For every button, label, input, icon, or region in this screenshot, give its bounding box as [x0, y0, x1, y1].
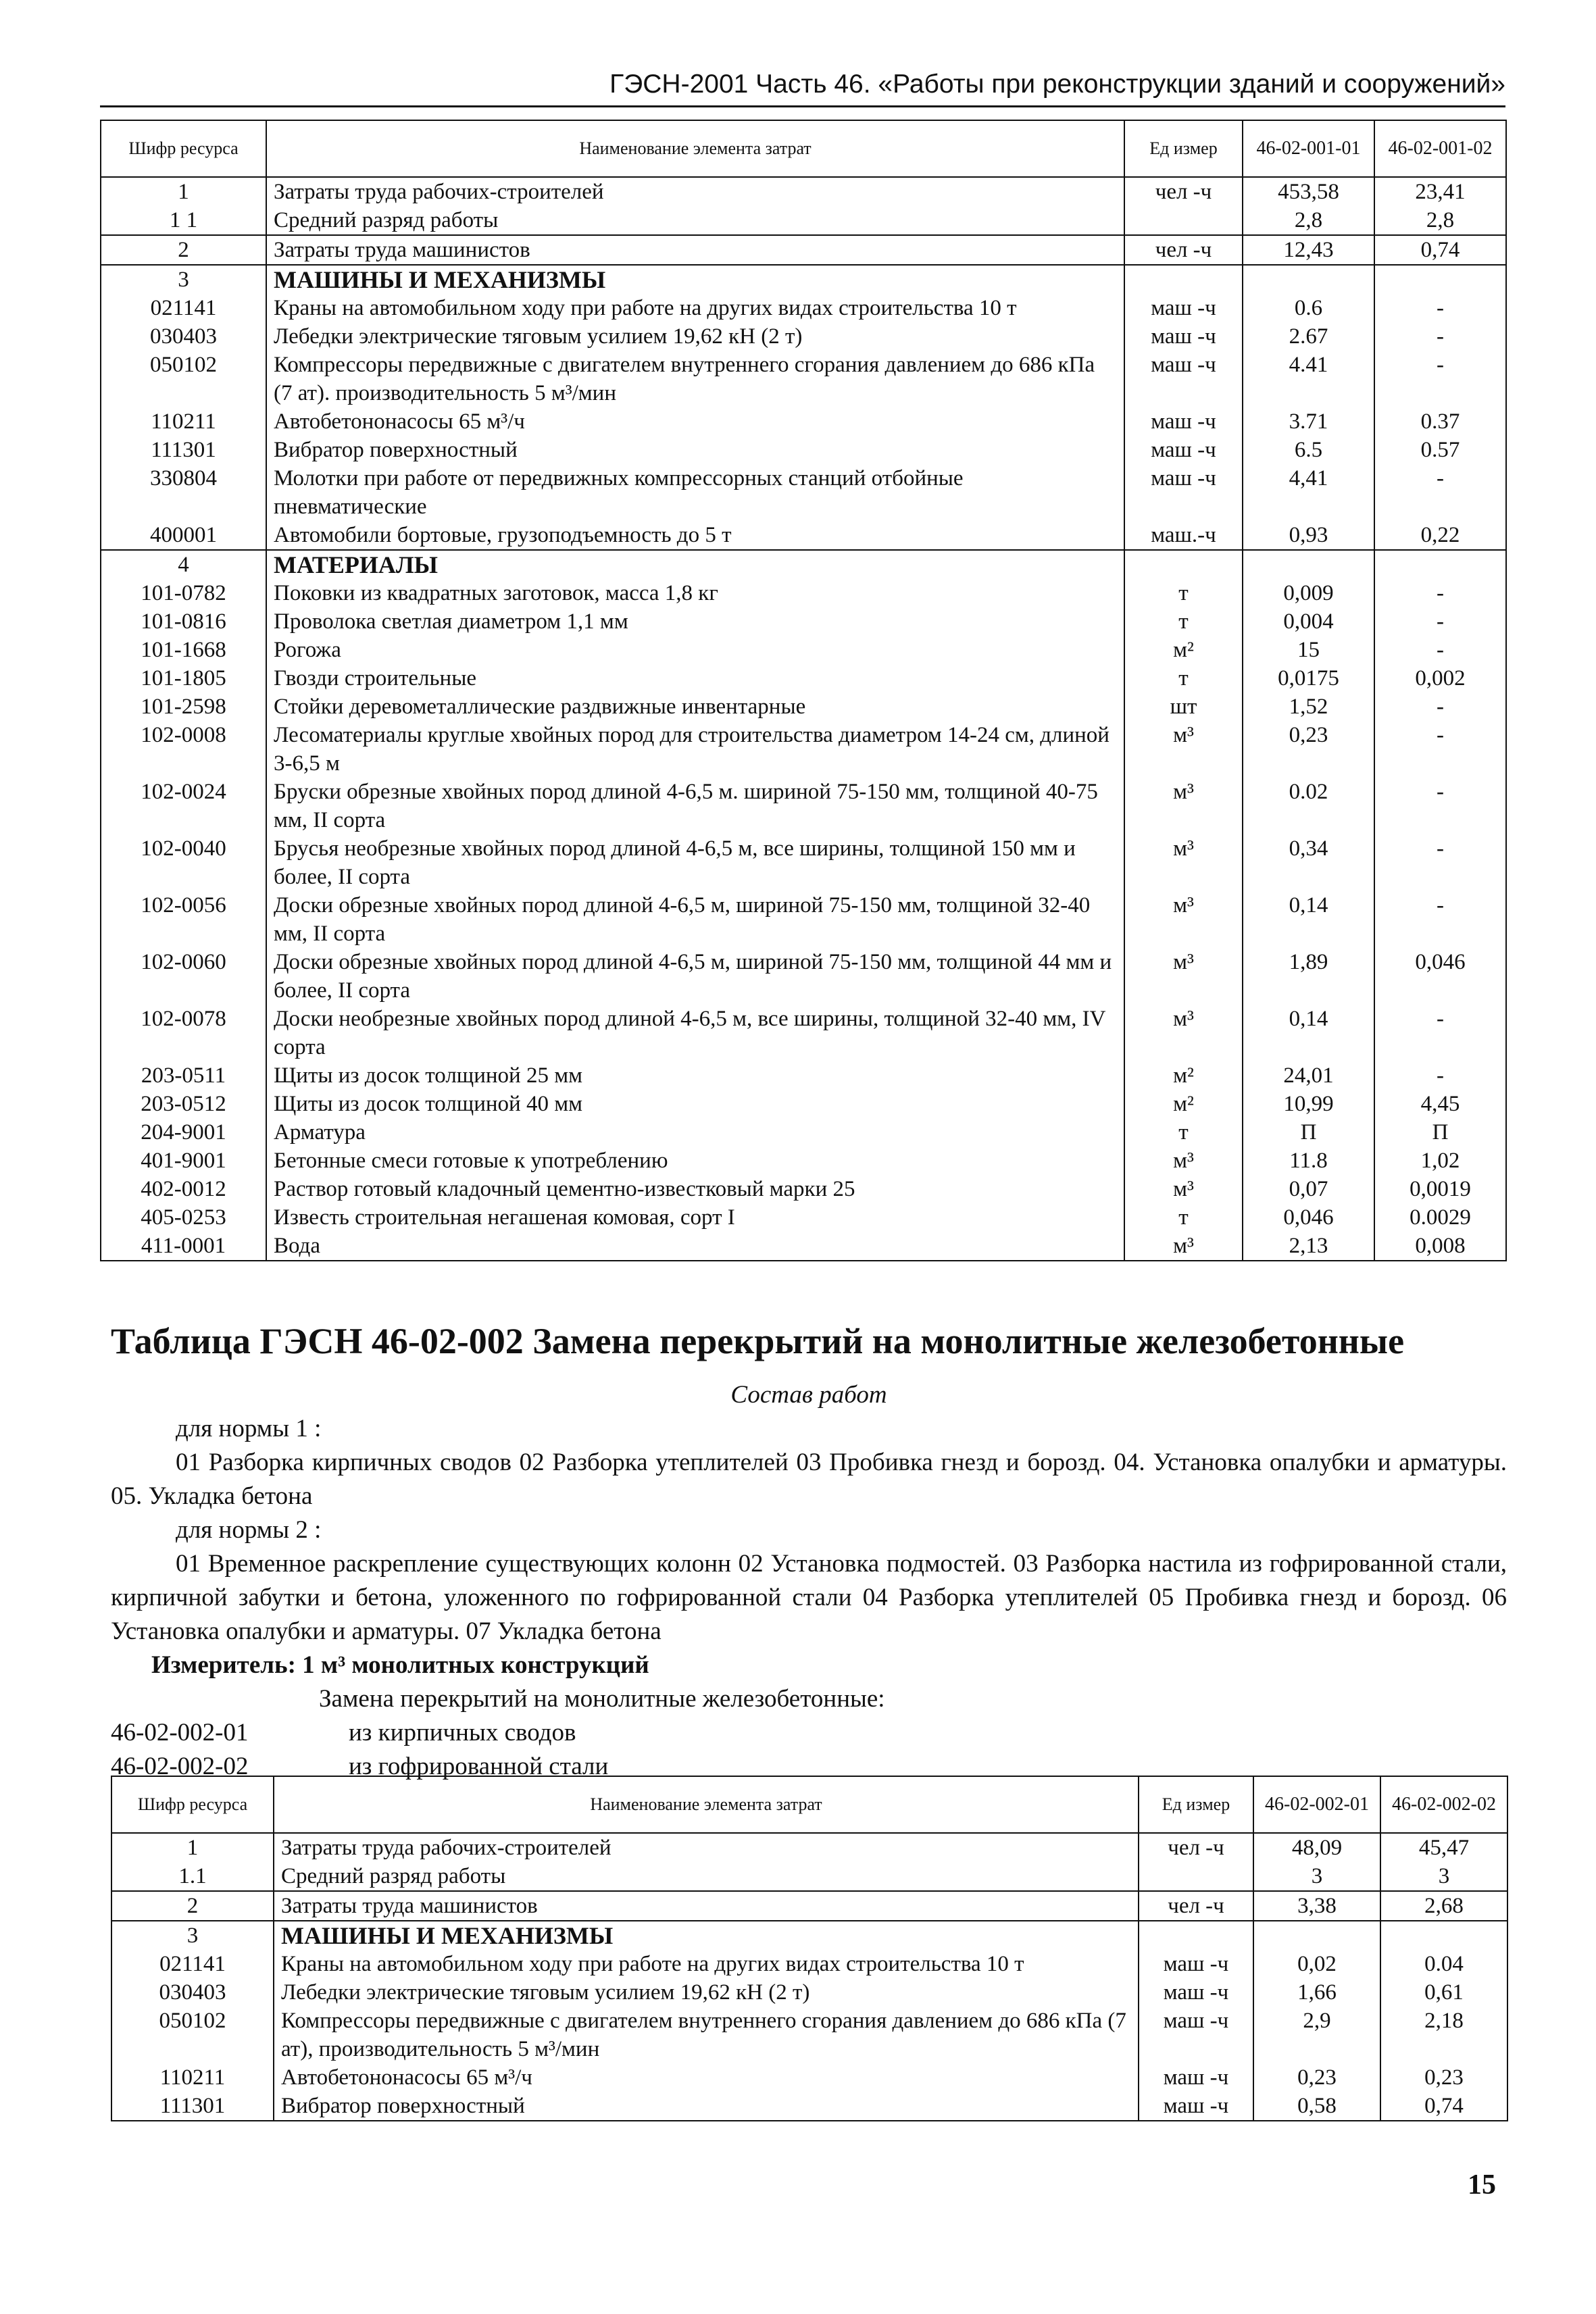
- cell-value-2: -: [1374, 322, 1506, 351]
- cell-name: Средний разряд работы: [274, 1862, 1139, 1891]
- header-name: Наименование элемента затрат: [274, 1776, 1139, 1833]
- cell-name: Вибратор поверхностный: [274, 2092, 1139, 2121]
- table-row: [101, 294, 1506, 322]
- cell-code: 102-0008: [101, 721, 266, 778]
- cell-value-1: 0,14: [1243, 1005, 1374, 1061]
- cell-code: 1.1: [111, 1862, 274, 1891]
- cell-value-2: 0.37: [1374, 407, 1506, 436]
- header-name: Наименование элемента затрат: [266, 120, 1124, 177]
- cell-value-2: [1374, 265, 1506, 294]
- cell-value-1: 0,009: [1243, 579, 1374, 607]
- table-row: [101, 1118, 1506, 1147]
- cell-value-2: 0,74: [1380, 2092, 1507, 2121]
- cell-unit: м³: [1124, 1175, 1243, 1203]
- cell-unit: чел -ч: [1124, 177, 1243, 206]
- cell-code: 102-0056: [101, 891, 266, 948]
- cell-value-2: -: [1374, 294, 1506, 322]
- cell-value-1: 2,8: [1243, 206, 1374, 235]
- cell-value-1: 2,9: [1253, 2007, 1380, 2063]
- cell-name: Затраты труда рабочих-строителей: [266, 177, 1124, 206]
- cell-code: 1: [101, 177, 266, 206]
- cell-value-1: 0,34: [1243, 834, 1374, 891]
- variant-code: 46-02-002-01: [111, 1719, 249, 1746]
- cell-code: 030403: [111, 1978, 274, 2007]
- header-code: Шифр ресурса: [101, 120, 266, 177]
- cell-value-2: 2,18: [1380, 2007, 1507, 2063]
- page-header-text: ГЭСН-2001 Часть 46. «Работы при реконструкции зданий и сооружений»: [609, 70, 1505, 99]
- cell-unit: маш -ч: [1139, 1950, 1253, 1978]
- cell-value-2: 0.57: [1374, 436, 1506, 464]
- cell-name: Автобетононасосы 65 м³/ч: [274, 2063, 1139, 2092]
- cell-unit: маш -ч: [1139, 1978, 1253, 2007]
- table-row: [101, 464, 1506, 521]
- cell-code: 1: [111, 1833, 274, 1862]
- cell-unit: м³: [1124, 778, 1243, 834]
- section-title: Таблица ГЭСН 46-02-002 Замена перекрытий на монолитные железобетонные: [111, 1321, 1405, 1361]
- cell-code: 1 1: [101, 206, 266, 235]
- cell-value-1: 2,13: [1243, 1232, 1374, 1261]
- cell-code: 021141: [101, 294, 266, 322]
- cell-unit: м³: [1124, 721, 1243, 778]
- cell-name: Гвозди строительные: [266, 664, 1124, 693]
- table-row: [101, 664, 1506, 693]
- cell-value-1: 0,93: [1243, 521, 1374, 550]
- cell-code: 3: [101, 265, 266, 294]
- cell-name: Лесоматериалы круглые хвойных пород для строительства диаметром 14-24 см, длиной 3-6,5 м: [266, 721, 1124, 778]
- cell-name: Краны на автомобильном ходу при работе на других видах строительства 10 т: [274, 1950, 1139, 1978]
- norm1-text: 01 Разборка кирпичных сводов 02 Разборка утеплителей 03 Пробивка гнезд и борозд. 04. Установка опалубки и арматуры. 05. Укладка бетона: [111, 1449, 1507, 1510]
- cell-name: Затраты труда рабочих-строителей: [274, 1833, 1139, 1862]
- cell-value-1: 0.6: [1243, 294, 1374, 322]
- cell-unit: маш -ч: [1124, 351, 1243, 407]
- cell-value-2: -: [1374, 721, 1506, 778]
- table-body: [111, 1833, 1507, 2121]
- cell-name: Средний разряд работы: [266, 206, 1124, 235]
- cell-name: Затраты труда машинистов: [266, 235, 1124, 265]
- cell-name: Краны на автомобильном ходу при работе на других видах строительства 10 т: [266, 294, 1124, 322]
- cell-code: 3: [111, 1921, 274, 1950]
- cell-value-2: -: [1374, 834, 1506, 891]
- table-row: [101, 721, 1506, 778]
- cell-value-1: [1243, 550, 1374, 579]
- cell-code: 411-0001: [101, 1232, 266, 1261]
- cell-unit: м²: [1124, 1061, 1243, 1090]
- cell-value-2: 0,046: [1374, 948, 1506, 1005]
- cell-code: 203-0511: [101, 1061, 266, 1090]
- cell-unit: маш -ч: [1124, 407, 1243, 436]
- cell-name: Поковки из квадратных заготовок, масса 1,8 кг: [266, 579, 1124, 607]
- cell-unit: т: [1124, 664, 1243, 693]
- cell-value-2: -: [1374, 351, 1506, 407]
- cell-name: Брусья необрезные хвойных пород длиной 4-6,5 м, все ширины, толщиной 150 мм и более, II сорта: [266, 834, 1124, 891]
- cell-name: Известь строительная негашеная комовая, сорт I: [266, 1203, 1124, 1232]
- cell-value-1: 0,14: [1243, 891, 1374, 948]
- cell-unit: [1124, 550, 1243, 579]
- cell-name: Рогожа: [266, 636, 1124, 664]
- table-row: [111, 1891, 1507, 1921]
- variant-text: из кирпичных сводов: [349, 1719, 576, 1746]
- table-row: [101, 579, 1506, 607]
- cell-value-1: 0,07: [1243, 1175, 1374, 1203]
- header-norm-2: 46-02-002-02: [1380, 1776, 1507, 1833]
- cell-code: 101-1805: [101, 664, 266, 693]
- table-row: [101, 322, 1506, 351]
- cell-value-1: 11.8: [1243, 1147, 1374, 1175]
- cell-value-1: 0,58: [1253, 2092, 1380, 2121]
- cell-value-1: 1,66: [1253, 1978, 1380, 2007]
- table-row: [101, 891, 1506, 948]
- table-row: [101, 206, 1506, 235]
- table-row: [101, 636, 1506, 664]
- cell-value-2: 2,8: [1374, 206, 1506, 235]
- cell-name: Доски необрезные хвойных пород длиной 4-6,5 м, все ширины, толщиной 32-40 мм, IV сорта: [266, 1005, 1124, 1061]
- cell-name: Бетонные смеси готовые к употреблению: [266, 1147, 1124, 1175]
- cell-code: 4: [101, 550, 266, 579]
- cell-value-2: 0,0019: [1374, 1175, 1506, 1203]
- cell-name: Щиты из досок толщиной 40 мм: [266, 1090, 1124, 1118]
- cell-name: МАШИНЫ И МЕХАНИЗМЫ: [266, 265, 1124, 294]
- cell-name: Автомобили бортовые, грузоподъемность до 5 т: [266, 521, 1124, 550]
- resource-table-46-02-001: [100, 120, 1507, 1261]
- header-norm-1: 46-02-002-01: [1253, 1776, 1380, 1833]
- header-unit: Ед измер: [1124, 120, 1243, 177]
- cell-value-1: [1253, 1921, 1380, 1950]
- cell-name: Арматура: [266, 1118, 1124, 1147]
- cell-value-1: 1,52: [1243, 693, 1374, 721]
- cell-value-2: -: [1374, 1061, 1506, 1090]
- cell-value-2: 0,61: [1380, 1978, 1507, 2007]
- cell-name: Автобетононасосы 65 м³/ч: [266, 407, 1124, 436]
- cell-name: Вибратор поверхностный: [266, 436, 1124, 464]
- cell-value-1: 15: [1243, 636, 1374, 664]
- cell-value-1: 0,23: [1253, 2063, 1380, 2092]
- cell-value-1: 2.67: [1243, 322, 1374, 351]
- cell-code: 102-0060: [101, 948, 266, 1005]
- cell-unit: [1124, 206, 1243, 235]
- cell-value-2: -: [1374, 636, 1506, 664]
- cell-value-1: 453,58: [1243, 177, 1374, 206]
- cell-value-1: 24,01: [1243, 1061, 1374, 1090]
- cell-unit: т: [1124, 1118, 1243, 1147]
- cell-code: 203-0512: [101, 1090, 266, 1118]
- cell-value-2: -: [1374, 693, 1506, 721]
- cell-unit: маш -ч: [1139, 2063, 1253, 2092]
- table-row: [101, 521, 1506, 550]
- cell-value-2: 2,68: [1380, 1891, 1507, 1921]
- table-row: [111, 1950, 1507, 1978]
- cell-value-1: 0,0175: [1243, 664, 1374, 693]
- norm2-text: 01 Временное раскрепление существующих колонн 02 Установка подмостей. 03 Разборка настила из гофрированной стали, кирпичной забутки и бетона, уложенного по гофрированной стали 04 Разборка утеплителей 05 Пробивка гнезд и борозд. 06 Установка опалубки и арматуры. 07 Укладка бетона: [111, 1550, 1507, 1645]
- cell-value-1: 0,004: [1243, 607, 1374, 636]
- cell-value-2: 0,22: [1374, 521, 1506, 550]
- header-unit: Ед измер: [1139, 1776, 1253, 1833]
- cell-name: МАШИНЫ И МЕХАНИЗМЫ: [274, 1921, 1139, 1950]
- cell-unit: м²: [1124, 1090, 1243, 1118]
- cell-unit: м³: [1124, 948, 1243, 1005]
- cell-code: 102-0040: [101, 834, 266, 891]
- cell-value-2: 1,02: [1374, 1147, 1506, 1175]
- cell-value-1: 1,89: [1243, 948, 1374, 1005]
- cell-code: 330804: [101, 464, 266, 521]
- cell-name: Щиты из досок толщиной 25 мм: [266, 1061, 1124, 1090]
- cell-name: Доски обрезные хвойных пород длиной 4-6,5 м, шириной 75-150 мм, толщиной 32-40 мм, II сорта: [266, 891, 1124, 948]
- cell-code: 402-0012: [101, 1175, 266, 1203]
- cell-name: Раствор готовый кладочный цементно-известковый марки 25: [266, 1175, 1124, 1203]
- cell-code: 204-9001: [101, 1118, 266, 1147]
- cell-code: 110211: [111, 2063, 274, 2092]
- cell-value-1: 4,41: [1243, 464, 1374, 521]
- cell-name: Доски обрезные хвойных пород длиной 4-6,5 м, шириной 75-150 мм, толщиной 44 мм и более, II сорта: [266, 948, 1124, 1005]
- table-row: [101, 1090, 1506, 1118]
- variant-row: [111, 1716, 1507, 1750]
- cell-code: 111301: [111, 2092, 274, 2121]
- table-row: [101, 1203, 1506, 1232]
- table-row: [101, 351, 1506, 407]
- table-row: [111, 1921, 1507, 1950]
- cell-code: 101-0782: [101, 579, 266, 607]
- work-composition-heading: Состав работ: [730, 1381, 887, 1409]
- cell-value-2: 0,008: [1374, 1232, 1506, 1261]
- cell-unit: чел -ч: [1139, 1891, 1253, 1921]
- cell-unit: маш -ч: [1124, 436, 1243, 464]
- cell-name: Стойки деревометаллические раздвижные инвентарные: [266, 693, 1124, 721]
- cell-name: Проволока светлая диаметром 1,1 мм: [266, 607, 1124, 636]
- cell-code: 101-1668: [101, 636, 266, 664]
- cell-value-2: П: [1374, 1118, 1506, 1147]
- cell-name: Молотки при работе от передвижных компрессорных станций отбойные пневматические: [266, 464, 1124, 521]
- header-code: Шифр ресурса: [111, 1776, 274, 1833]
- cell-code: 400001: [101, 521, 266, 550]
- cell-unit: чел -ч: [1139, 1833, 1253, 1862]
- page-header: [100, 68, 1505, 107]
- cell-unit: чел -ч: [1124, 235, 1243, 265]
- cell-value-1: 3: [1253, 1862, 1380, 1891]
- variant-text: из гофрированной стали: [349, 1753, 609, 1780]
- table-row: [101, 1175, 1506, 1203]
- cell-unit: т: [1124, 1203, 1243, 1232]
- table-row: [101, 1147, 1506, 1175]
- table-row: [111, 2092, 1507, 2121]
- table-row: [101, 550, 1506, 579]
- cell-code: 050102: [111, 2007, 274, 2063]
- cell-value-1: 48,09: [1253, 1833, 1380, 1862]
- cell-code: 2: [101, 235, 266, 265]
- cell-name: Вода: [266, 1232, 1124, 1261]
- cell-value-2: 45,47: [1380, 1833, 1507, 1862]
- cell-code: 405-0253: [101, 1203, 266, 1232]
- variants-intro: Замена перекрытий на монолитные железобетонные:: [319, 1685, 885, 1713]
- cell-unit: [1139, 1921, 1253, 1950]
- norm1-label: для нормы 1 :: [176, 1415, 322, 1442]
- cell-unit: шт: [1124, 693, 1243, 721]
- cell-value-1: 4.41: [1243, 351, 1374, 407]
- cell-code: 030403: [101, 322, 266, 351]
- cell-name: Лебедки электрические тяговым усилием 19,62 кН (2 т): [274, 1978, 1139, 2007]
- header-norm-2: 46-02-001-02: [1374, 120, 1506, 177]
- cell-unit: т: [1124, 579, 1243, 607]
- cell-unit: м³: [1124, 891, 1243, 948]
- cell-value-2: 4,45: [1374, 1090, 1506, 1118]
- variant-code: 46-02-002-02: [111, 1753, 249, 1780]
- cell-value-2: [1374, 550, 1506, 579]
- cell-unit: маш -ч: [1139, 2092, 1253, 2121]
- table-row: [101, 265, 1506, 294]
- table-row: [111, 1862, 1507, 1891]
- table-row: [111, 1833, 1507, 1862]
- cell-code: 401-9001: [101, 1147, 266, 1175]
- cell-value-2: -: [1374, 607, 1506, 636]
- table-row: [101, 778, 1506, 834]
- cell-value-2: 0.0029: [1374, 1203, 1506, 1232]
- table-row: [101, 607, 1506, 636]
- cell-value-1: 3.71: [1243, 407, 1374, 436]
- measure-unit: Измеритель: 1 м³ монолитных конструкций: [151, 1651, 649, 1679]
- table-row: [101, 1061, 1506, 1090]
- cell-code: 101-0816: [101, 607, 266, 636]
- cell-unit: маш -ч: [1124, 322, 1243, 351]
- cell-unit: маш -ч: [1139, 2007, 1253, 2063]
- cell-value-2: -: [1374, 579, 1506, 607]
- cell-unit: м³: [1124, 834, 1243, 891]
- cell-value-1: 6.5: [1243, 436, 1374, 464]
- cell-name: Лебедки электрические тяговым усилием 19,62 кН (2 т): [266, 322, 1124, 351]
- table-row: [111, 1978, 1507, 2007]
- cell-unit: т: [1124, 607, 1243, 636]
- cell-code: 101-2598: [101, 693, 266, 721]
- cell-value-2: [1380, 1921, 1507, 1950]
- cell-unit: м³: [1124, 1005, 1243, 1061]
- table-body: [101, 177, 1506, 1261]
- cell-code: 102-0024: [101, 778, 266, 834]
- cell-value-1: 0.02: [1243, 778, 1374, 834]
- cell-code: 111301: [101, 436, 266, 464]
- table-row: [101, 177, 1506, 206]
- table-row: [111, 2007, 1507, 2063]
- cell-value-2: 0,002: [1374, 664, 1506, 693]
- cell-value-1: П: [1243, 1118, 1374, 1147]
- norm2-label: для нормы 2 :: [176, 1516, 322, 1544]
- cell-unit: маш -ч: [1124, 464, 1243, 521]
- cell-name: Компрессоры передвижные с двигателем внутреннего сгорания давлением до 686 кПа (7 ат). производительность 5 м³/мин: [266, 351, 1124, 407]
- cell-value-2: 0,23: [1380, 2063, 1507, 2092]
- cell-code: 102-0078: [101, 1005, 266, 1061]
- cell-unit: маш -ч: [1124, 294, 1243, 322]
- cell-code: 2: [111, 1891, 274, 1921]
- cell-value-1: 12,43: [1243, 235, 1374, 265]
- header-norm-1: 46-02-001-01: [1243, 120, 1374, 177]
- work-composition: [111, 1378, 1507, 1784]
- cell-name: МАТЕРИАЛЫ: [266, 550, 1124, 579]
- table-row: [101, 1005, 1506, 1061]
- cell-name: Затраты труда машинистов: [274, 1891, 1139, 1921]
- cell-value-2: -: [1374, 891, 1506, 948]
- cell-value-1: 0,23: [1243, 721, 1374, 778]
- cell-value-1: 0,02: [1253, 1950, 1380, 1978]
- cell-value-1: [1243, 265, 1374, 294]
- cell-value-2: 23,41: [1374, 177, 1506, 206]
- cell-value-2: 0.04: [1380, 1950, 1507, 1978]
- table-row: [101, 1232, 1506, 1261]
- cell-code: 021141: [111, 1950, 274, 1978]
- table-row: [101, 436, 1506, 464]
- cell-value-2: -: [1374, 1005, 1506, 1061]
- cell-value-1: 10,99: [1243, 1090, 1374, 1118]
- resource-table-46-02-002: [111, 1776, 1508, 2121]
- cell-value-1: 3,38: [1253, 1891, 1380, 1921]
- cell-name: Компрессоры передвижные с двигателем внутреннего сгорания давлением до 686 кПа (7 ат), производительность 5 м³/мин: [274, 2007, 1139, 2063]
- table-row: [101, 834, 1506, 891]
- cell-unit: маш.-ч: [1124, 521, 1243, 550]
- cell-value-2: 0,74: [1374, 235, 1506, 265]
- cell-value-2: -: [1374, 464, 1506, 521]
- table-row: [101, 407, 1506, 436]
- cell-unit: м³: [1124, 1232, 1243, 1261]
- table-row: [111, 2063, 1507, 2092]
- cell-unit: м²: [1124, 636, 1243, 664]
- cell-unit: [1139, 1862, 1253, 1891]
- cell-code: 050102: [101, 351, 266, 407]
- cell-code: 110211: [101, 407, 266, 436]
- cell-value-1: 0,046: [1243, 1203, 1374, 1232]
- table-row: [101, 948, 1506, 1005]
- table-row: [101, 693, 1506, 721]
- cell-unit: [1124, 265, 1243, 294]
- cell-value-2: 3: [1380, 1862, 1507, 1891]
- cell-unit: м³: [1124, 1147, 1243, 1175]
- page-number: 15: [1468, 2169, 1496, 2200]
- cell-name: Бруски обрезные хвойных пород длиной 4-6,5 м. шириной 75-150 мм, толщиной 40-75 мм, II сорта: [266, 778, 1124, 834]
- table-row: [101, 235, 1506, 265]
- cell-value-2: -: [1374, 778, 1506, 834]
